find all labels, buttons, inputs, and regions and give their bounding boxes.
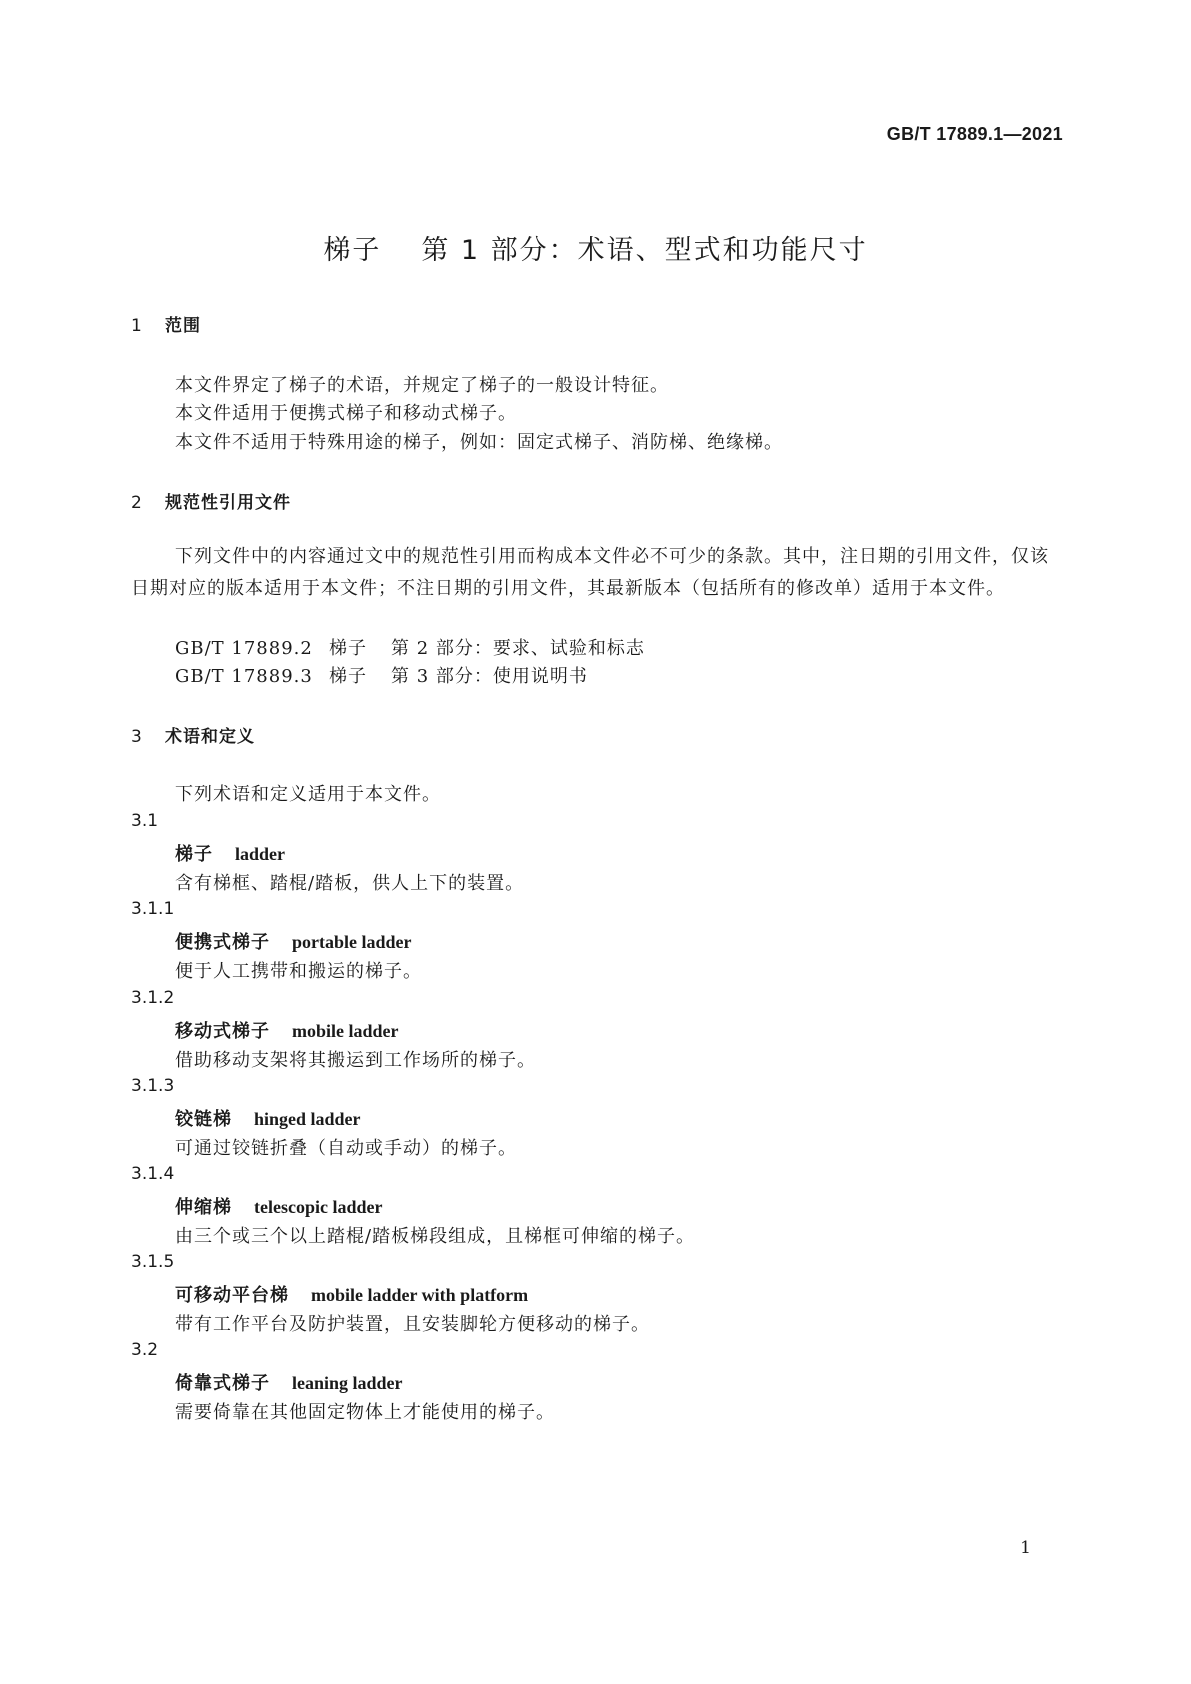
term-entry	[175, 1369, 403, 1395]
term-en: leaning ladder	[292, 1373, 403, 1393]
reference-part: 第 2 部分：要求、试验和标志	[391, 638, 645, 659]
document-title	[0, 228, 1191, 267]
term-en: mobile ladder with platform	[311, 1285, 529, 1305]
section-number: 2	[131, 493, 143, 513]
term-entry	[175, 840, 285, 866]
term-zh: 伸缩梯	[175, 1197, 232, 1218]
term-zh: 便携式梯子	[175, 932, 270, 953]
section-title: 术语和定义	[165, 727, 255, 747]
term-en: hinged ladder	[254, 1109, 361, 1129]
term-number: 3.1.3	[131, 1076, 175, 1096]
term-definition: 含有梯框、踏棍/踏板，供人上下的装置。	[175, 873, 525, 894]
reference-code: GB/T 17889.3	[175, 666, 313, 687]
term-definition: 可通过铰链折叠（自动或手动）的梯子。	[175, 1138, 517, 1159]
term-entry	[175, 1193, 382, 1219]
section-3-heading	[131, 722, 255, 747]
term-entry	[175, 1105, 361, 1131]
term-number: 3.1.1	[131, 899, 175, 919]
section-title: 范围	[165, 316, 201, 336]
title-part: 第 1 部分：术语、型式和功能尺寸	[421, 235, 868, 266]
reference-name: 梯子	[329, 638, 367, 659]
term-zh: 移动式梯子	[175, 1021, 270, 1042]
term-en: ladder	[235, 844, 286, 864]
term-number: 3.2	[131, 1340, 159, 1360]
term-definition: 需要倚靠在其他固定物体上才能使用的梯子。	[175, 1402, 555, 1423]
section-2-heading	[131, 488, 291, 513]
title-main: 梯子	[323, 235, 382, 266]
terms-intro: 下列术语和定义适用于本文件。	[175, 784, 441, 805]
term-number: 3.1.4	[131, 1164, 175, 1184]
term-entry	[175, 1281, 528, 1307]
scope-paragraph-2: 本文件适用于便携式梯子和移动式梯子。	[175, 403, 517, 424]
scope-paragraph-1: 本文件界定了梯子的术语，并规定了梯子的一般设计特征。	[175, 375, 669, 396]
page-number: 1	[1020, 1538, 1031, 1558]
term-entry	[175, 928, 412, 954]
section-1-heading	[131, 311, 201, 336]
term-en: telescopic ladder	[254, 1197, 383, 1217]
reference-code: GB/T 17889.2	[175, 638, 313, 659]
section-number: 3	[131, 727, 143, 747]
term-definition: 带有工作平台及防护装置，且安装脚轮方便移动的梯子。	[175, 1314, 650, 1335]
term-number: 3.1.2	[131, 988, 175, 1008]
term-definition: 借助移动支架将其搬运到工作场所的梯子。	[175, 1050, 536, 1071]
term-entry	[175, 1017, 399, 1043]
section-number: 1	[131, 316, 143, 336]
section-title: 规范性引用文件	[165, 493, 291, 513]
term-number: 3.1.5	[131, 1252, 175, 1272]
term-number: 3.1	[131, 811, 159, 831]
term-zh: 倚靠式梯子	[175, 1373, 270, 1394]
reference-name: 梯子	[329, 666, 367, 687]
reference-part: 第 3 部分：使用说明书	[391, 666, 588, 687]
term-definition: 便于人工携带和搬运的梯子。	[175, 961, 422, 982]
term-en: mobile ladder	[292, 1021, 399, 1041]
term-definition: 由三个或三个以上踏棍/踏板梯段组成，且梯框可伸缩的梯子。	[175, 1226, 696, 1247]
reference-item	[175, 634, 645, 660]
term-zh: 可移动平台梯	[175, 1285, 289, 1306]
references-intro: 下列文件中的内容通过文中的规范性引用而构成本文件必不可少的条款。其中，注日期的引用文件，仅该日期对应的版本适用于本文件；不注日期的引用文件，其最新版本（包括所有的修改单）适用于本文件。	[131, 546, 1049, 599]
term-zh: 梯子	[175, 844, 213, 865]
term-en: portable ladder	[292, 932, 412, 952]
standard-code: GB/T 17889.1—2021	[886, 124, 1063, 144]
scope-paragraph-3: 本文件不适用于特殊用途的梯子，例如：固定式梯子、消防梯、绝缘梯。	[175, 432, 783, 453]
reference-item	[175, 662, 588, 688]
term-zh: 铰链梯	[175, 1109, 232, 1130]
